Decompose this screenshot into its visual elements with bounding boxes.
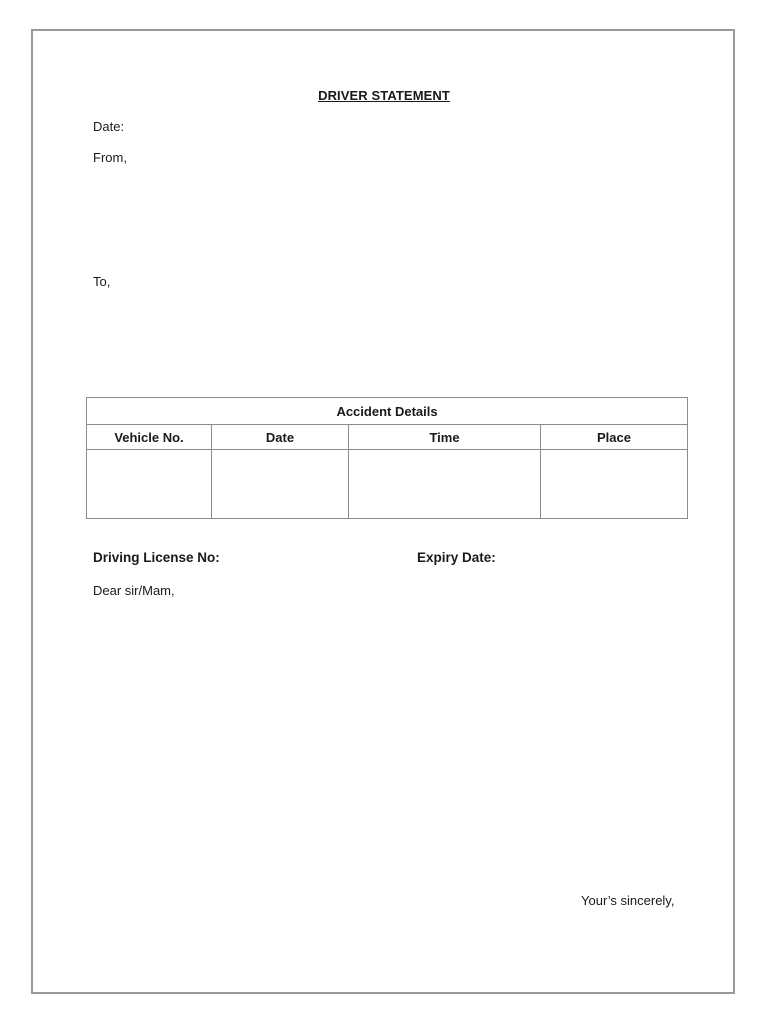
table-caption-row xyxy=(87,398,688,425)
to-label: To, xyxy=(93,274,111,289)
document-title: DRIVER STATEMENT xyxy=(318,88,450,103)
vehicle-no-cell xyxy=(87,450,212,519)
column-header-vehicle-no: Vehicle No. xyxy=(87,425,212,450)
table-row xyxy=(87,450,688,519)
from-label: From, xyxy=(93,150,127,165)
accident-details-table xyxy=(86,397,688,519)
driving-license-label: Driving License No: xyxy=(93,550,220,565)
time-cell xyxy=(349,450,541,519)
signoff: Your’s sincerely, xyxy=(581,893,675,908)
place-cell xyxy=(541,450,688,519)
column-header-date: Date xyxy=(212,425,349,450)
column-header-place: Place xyxy=(541,425,688,450)
expiry-date-label: Expiry Date: xyxy=(417,550,496,565)
table-header-row xyxy=(87,425,688,450)
greeting: Dear sir/Mam, xyxy=(93,583,175,598)
column-header-time: Time xyxy=(349,425,541,450)
date-label: Date: xyxy=(93,119,125,134)
date-cell xyxy=(212,450,349,519)
accident-details-caption: Accident Details xyxy=(87,398,688,425)
